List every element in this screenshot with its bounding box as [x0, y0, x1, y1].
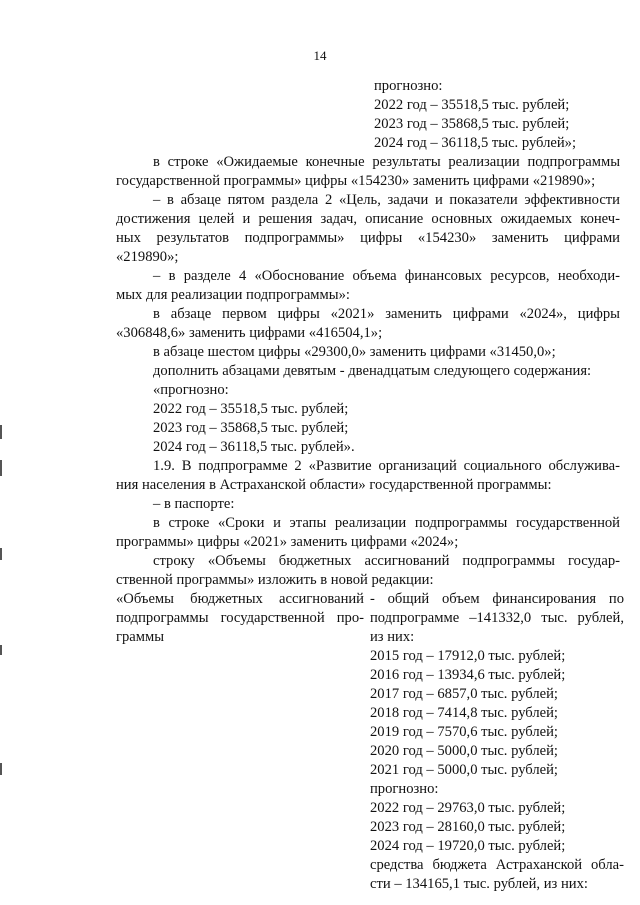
- text-line: – в разделе 4 «Обоснование объема финансовых ресурсов, необходи-: [153, 268, 620, 284]
- text-line: 2024 год – 36118,5 тыс. рублей».: [153, 439, 355, 455]
- text-line: программы» цифры «2021» заменить цифрами «2024»;: [116, 534, 459, 550]
- text-line: «Объемы бюджетных ассигнований: [116, 591, 364, 607]
- text-line: 2024 год – 19720,0 тыс. рублей;: [370, 838, 566, 854]
- text-line: подпрограмме –141332,0 тыс. рублей,: [370, 610, 624, 626]
- scan-edge-mark: [0, 548, 2, 560]
- text-line: достижения целей и решения задач, описание основных ожидаемых конеч-: [116, 211, 620, 227]
- forecast-line: 2024 год – 36118,5 тыс. рублей»;: [374, 135, 577, 151]
- text-line: 2022 год – 29763,0 тыс. рублей;: [370, 800, 566, 816]
- text-line: в строке «Ожидаемые конечные результаты реализации подпрограммы: [153, 154, 620, 170]
- text-line: 1.9. В подпрограмме 2 «Развитие организаций социального обслужива-: [153, 458, 620, 474]
- text-line: граммы: [116, 629, 165, 645]
- text-line: - общий объем финансирования по: [370, 591, 624, 607]
- text-line: 2023 год – 28160,0 тыс. рублей;: [370, 819, 566, 835]
- text-line: подпрограммы государственной про-: [116, 610, 364, 626]
- text-line: 2020 год – 5000,0 тыс. рублей;: [370, 743, 558, 759]
- text-line: дополнить абзацами девятым - двенадцатым следующего содержания:: [153, 363, 592, 379]
- text-line: ственной программы» изложить в новой редакции:: [116, 572, 434, 588]
- page-number: 14: [313, 48, 327, 63]
- scan-edge-mark: [0, 425, 2, 439]
- scan-edge-mark: [0, 460, 2, 476]
- text-line: ния населения в Астраханской области» государственной программы:: [116, 477, 552, 493]
- text-line: 2018 год – 7414,8 тыс. рублей;: [370, 705, 558, 721]
- text-line: строку «Объемы бюджетных ассигнований подпрограммы государ-: [153, 553, 620, 569]
- text-line: сти – 134165,1 тыс. рублей, из них:: [370, 876, 588, 892]
- text-line: «прогнозно:: [153, 382, 229, 398]
- text-line: в абзаце шестом цифры «29300,0» заменить цифрами «31450,0»;: [153, 344, 556, 360]
- text-line: 2015 год – 17912,0 тыс. рублей;: [370, 648, 566, 664]
- text-line: 2021 год – 5000,0 тыс. рублей;: [370, 762, 558, 778]
- forecast-line: 2023 год – 35868,5 тыс. рублей;: [374, 116, 570, 132]
- forecast-line: 2022 год – 35518,5 тыс. рублей;: [374, 97, 570, 113]
- text-line: мых для реализации подпрограммы»:: [116, 287, 350, 303]
- text-line: 2016 год – 13934,6 тыс. рублей;: [370, 667, 566, 683]
- text-line: «219890»;: [116, 249, 179, 265]
- text-line: «306848,6» заменить цифрами «416504,1»;: [116, 325, 383, 341]
- text-line: 2023 год – 35868,5 тыс. рублей;: [153, 420, 349, 436]
- forecast-line: прогнозно:: [374, 78, 443, 94]
- text-line: 2022 год – 35518,5 тыс. рублей;: [153, 401, 349, 417]
- text-line: ных результатов подпрограммы» цифры «154230» заменить цифрами: [116, 230, 620, 246]
- scan-edge-mark: [0, 645, 2, 655]
- text-line: государственной программы» цифры «154230» заменить цифрами «219890»;: [116, 173, 596, 189]
- text-line: средства бюджета Астраханской обла-: [370, 857, 624, 873]
- text-line: в абзаце первом цифры «2021» заменить цифрами «2024», цифры: [153, 306, 620, 322]
- text-line: прогнозно:: [370, 781, 439, 797]
- text-line: 2017 год – 6857,0 тыс. рублей;: [370, 686, 558, 702]
- text-line: – в абзаце пятом раздела 2 «Цель, задачи и показатели эффективности: [153, 192, 620, 208]
- text-line: – в паспорте:: [153, 496, 235, 512]
- scan-edge-mark: [0, 763, 2, 775]
- text-line: в строке «Сроки и этапы реализации подпрограммы государственной: [153, 515, 620, 531]
- text-line: 2019 год – 7570,6 тыс. рублей;: [370, 724, 558, 740]
- text-line: из них:: [370, 629, 415, 645]
